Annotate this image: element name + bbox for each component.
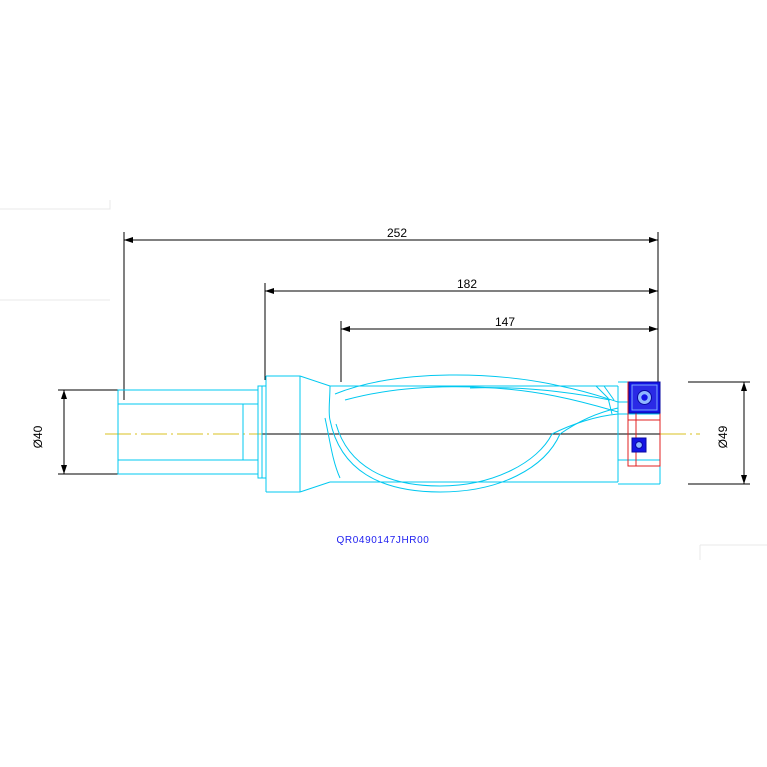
part-number-label: QR0490147JHR00: [336, 535, 430, 546]
dim-body-length-label: 182: [456, 277, 478, 291]
dim-cutting-diameter-label: Ø49: [716, 425, 730, 449]
tool-shank: [118, 386, 266, 478]
dim-flute-length-label: 147: [494, 315, 516, 329]
clamp-screw: [632, 438, 646, 452]
cutting-insert: [629, 382, 660, 413]
dim-shank-diameter-label: Ø40: [31, 425, 45, 449]
dim-overall-length-label: 252: [386, 226, 408, 240]
tool-body: [325, 375, 618, 492]
page-border-artifacts: [0, 200, 767, 560]
